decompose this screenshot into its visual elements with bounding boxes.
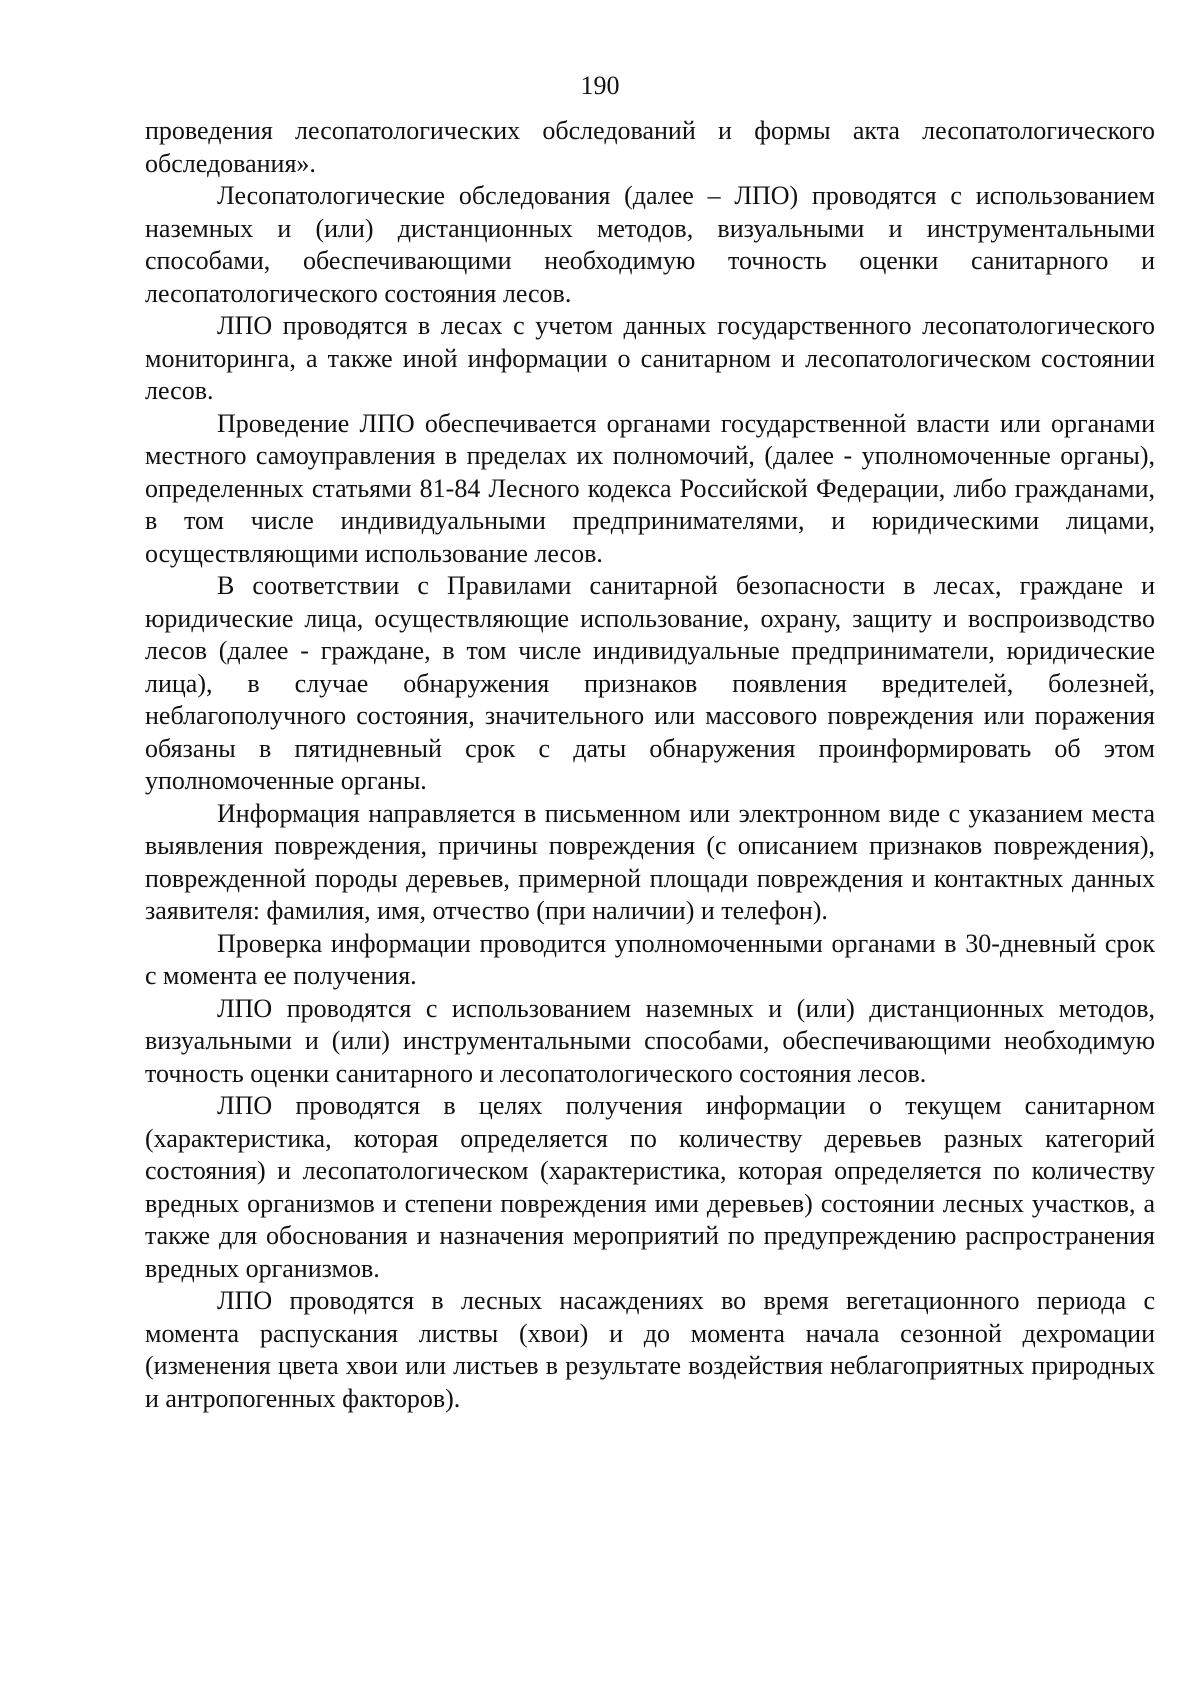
paragraph-lpo-definition: Лесопатологические обследования (далее – ЛПО) проводятся с использованием наземных и (или) дистанционных методов, визуальными и инструментальными способами, обеспечивающими необходимую точность оценки санитарного и лесопатологического состояния лесов. [145,181,1155,308]
paragraph-lpo-purpose: ЛПО проводятся в целях получения информации о текущем санитарном (характеристика, которая определяется по количеству деревьев разных категорий состояния) и лесопатологическом (характеристика, которая определяется по количеству вредных организмов и степени повреждения ими деревьев) состоянии лесных участков, а также для обоснования и назначения мероприятий по предупреждению распространения вредных организмов. [145,1091,1155,1283]
page-number: 190 [580,71,620,100]
paragraph-lpo-monitoring: ЛПО проводятся в лесах с учетом данных государственного лесопатологического мониторинга, а также иной информации о санитарном и лесопатологическом состоянии лесов. [145,311,1155,405]
body-text [145,115,1155,1415]
paragraph-continuation: проведения лесопатологических обследований и формы акта лесопатологического обследования». [145,116,1155,178]
paragraph-lpo-period: ЛПО проводятся в лесных насаждениях во время вегетационного периода с момента распускания листвы (хвои) и до момента начала сезонной дехромации (изменения цвета хвои или листьев в результате воздействия неблагоприятных природных и антропогенных факторов). [145,1286,1155,1413]
paragraph-sanitary-rules: В соответствии с Правилами санитарной безопасности в лесах, граждане и юридические лица, осуществляющие использование, охрану, защиту и воспроизводство лесов (далее - граждане, в том числе индивидуальные предприниматели, юридические лица), в случае обнаружения признаков появления вредителей, болезней, неблагополучного состояния, значительного или массового повреждения или поражения обязаны в пятидневный срок с даты обнаружения проинформировать об этом уполномоченные органы. [145,571,1155,795]
paragraph-lpo-methods: ЛПО проводятся с использованием наземных и (или) дистанционных методов, визуальными и (или) инструментальными способами, обеспечивающими необходимую точность оценки санитарного и лесопатологического состояния лесов. [145,993,1155,1088]
paragraph-information-check: Проверка информации проводится уполномоченными органами в 30-дневный срок с момента ее получения. [145,928,1155,990]
paragraph-lpo-authorities: Проведение ЛПО обеспечивается органами государственной власти или органами местного самоуправления в пределах их полномочий, (далее - уполномоченные органы), определенных статьями 81-84 Лесного кодекса Российской Федерации, либо гражданами, в том числе индивидуальными предпринимателями, и юридическими лицами, осуществляющими использование лесов. [145,408,1155,568]
paragraph-information-submission: Информация направляется в письменном или электронном виде с указанием места выявления повреждения, причины повреждения (с описанием признаков повреждения), поврежденной породы деревьев, примерной площади повреждения и контактных данных заявителя: фамилия, имя, отчество (при наличии) и телефон). [145,798,1155,925]
